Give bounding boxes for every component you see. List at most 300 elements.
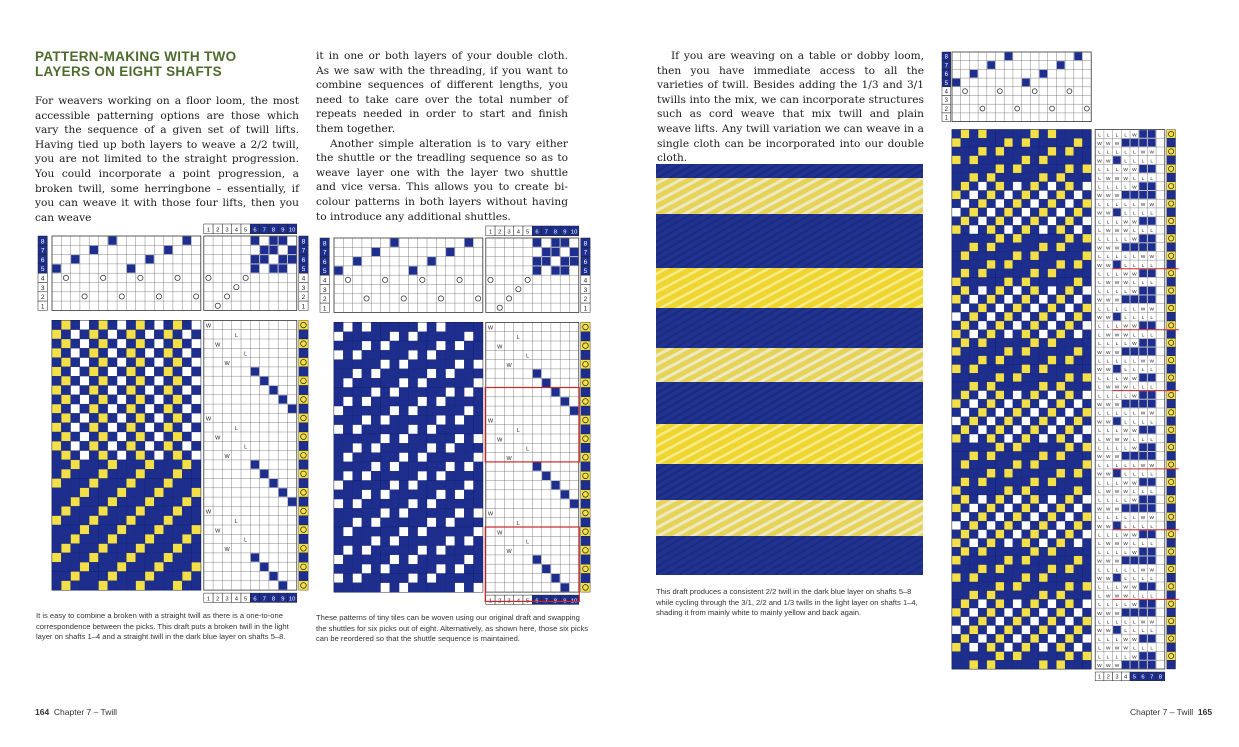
lift-letter: W	[1149, 150, 1154, 156]
weave-cell	[182, 348, 191, 357]
weave-cell	[464, 462, 473, 471]
weave-cell	[399, 536, 408, 545]
lift-letter: W	[1106, 507, 1111, 513]
weave-cell	[334, 369, 343, 378]
weave-cell	[71, 395, 80, 404]
grid-cell	[1139, 426, 1147, 434]
grid-cell	[1139, 287, 1147, 295]
weave-cell	[1022, 495, 1031, 504]
grid-cell	[279, 255, 287, 263]
weave-cell	[182, 413, 191, 422]
lift-letter: L	[1115, 655, 1119, 661]
grid-cell	[269, 479, 277, 487]
weave-cell	[89, 395, 98, 404]
weave-cell	[154, 544, 163, 553]
shuttle-cell	[1167, 547, 1176, 556]
weave-cell	[987, 495, 996, 504]
grid-cell	[1131, 243, 1139, 251]
weave-cell	[353, 434, 362, 443]
weave-cell	[1074, 330, 1083, 339]
lift-letter: W	[1097, 455, 1102, 461]
lift-letter: W	[1140, 307, 1146, 313]
grid-cell	[1113, 574, 1121, 582]
weave-cell	[71, 506, 80, 515]
weave-cell	[80, 339, 89, 348]
weave-cell	[978, 495, 987, 504]
weave-cell	[390, 518, 399, 527]
shuttle-cell	[1167, 512, 1176, 521]
weave-cell	[353, 583, 362, 592]
shuttle-cell	[299, 581, 308, 590]
shuttle-cell	[581, 481, 590, 490]
lift-letter: W	[1123, 542, 1128, 548]
weave-cell	[1039, 425, 1048, 434]
weave-cell	[99, 525, 108, 534]
weave-cell	[353, 378, 362, 387]
lift-letter: L	[1150, 385, 1154, 391]
weave-cell	[1074, 286, 1083, 295]
grid-cell	[1113, 626, 1121, 634]
weave-cell	[71, 376, 80, 385]
weave-cell	[1048, 469, 1057, 478]
lift-letter: W	[497, 530, 503, 537]
lift-letter: L	[1124, 524, 1127, 530]
weave-cell	[1048, 373, 1057, 382]
treadle-number: 2	[216, 596, 220, 603]
weave-cell	[418, 406, 427, 415]
lift-letter: W	[1097, 524, 1102, 530]
weave-cell	[164, 376, 173, 385]
weave-cell	[381, 350, 390, 359]
weave-cell	[464, 583, 473, 592]
weave-cell	[474, 574, 483, 583]
weave-cell	[154, 339, 163, 348]
lift-letter: L	[244, 537, 248, 544]
weave-cell	[71, 562, 80, 571]
shuttle-cell	[299, 441, 308, 450]
weave-cell	[343, 536, 352, 545]
grid-cell	[1148, 217, 1156, 225]
weave-cell	[52, 581, 61, 590]
weave-cell	[108, 497, 117, 506]
weave-cell	[969, 260, 978, 269]
weave-cell	[164, 432, 173, 441]
weave-cell	[1083, 243, 1092, 252]
weave-cell	[1013, 660, 1022, 669]
lift-letter: L	[1133, 229, 1136, 234]
weave-cell	[362, 574, 371, 583]
weave-cell	[192, 553, 201, 562]
weave-cell	[182, 534, 191, 543]
weave-cell	[1056, 660, 1065, 669]
weave-cell	[1013, 191, 1022, 200]
weave-cell	[1039, 260, 1048, 269]
weave-cell	[1039, 617, 1048, 626]
lift-letter: L	[1098, 542, 1101, 548]
weave-cell	[418, 388, 427, 397]
weave-cell	[343, 378, 352, 387]
weave-cell	[427, 527, 436, 536]
weave-cell	[1039, 312, 1048, 321]
weave-cell	[446, 341, 455, 350]
weave-cell	[1074, 356, 1083, 365]
weave-cell	[343, 508, 352, 517]
lift-letter: L	[1150, 524, 1154, 530]
weave-cell	[1056, 512, 1065, 521]
weave-cell	[371, 443, 380, 452]
lift-letter: L	[1106, 150, 1110, 156]
lift-letter: W	[1106, 333, 1111, 339]
weave-cell	[987, 243, 996, 252]
weave-cell	[978, 460, 987, 469]
weave-cell	[961, 634, 970, 643]
grid-cell	[1148, 452, 1156, 460]
grid-cell	[260, 377, 268, 385]
weave-cell	[343, 332, 352, 341]
lift-letter: W	[1149, 568, 1154, 574]
grid-cell	[1139, 504, 1147, 512]
shuttle-cell	[299, 497, 308, 506]
weave-cell	[1030, 478, 1039, 487]
weave-cell	[71, 516, 80, 525]
weave-cell	[182, 423, 191, 432]
weave-cell	[1030, 330, 1039, 339]
shuttle-cell	[581, 518, 590, 527]
grid-cell	[533, 239, 541, 247]
weave-cell	[173, 525, 182, 534]
weave-cell	[436, 425, 445, 434]
lift-letter: L	[1141, 159, 1145, 165]
weave-cell	[52, 572, 61, 581]
shuttle-cell	[581, 462, 590, 471]
weave-cell	[1065, 269, 1074, 278]
weave-cell	[1065, 608, 1074, 617]
grid-cell	[1074, 53, 1082, 61]
lift-letter: L	[1106, 168, 1110, 174]
lift-letter: L	[1106, 237, 1110, 243]
weave-cell	[978, 278, 987, 287]
lift-letter: W	[1132, 220, 1137, 226]
lift-letter: W	[215, 528, 221, 535]
lift-letter: L	[1133, 316, 1136, 321]
weave-cell	[154, 441, 163, 450]
lift-letter: L	[1115, 202, 1119, 208]
weave-cell	[1056, 408, 1065, 417]
grid-cell	[1131, 191, 1139, 199]
weave-cell	[1004, 660, 1013, 669]
weave-cell	[1004, 486, 1013, 495]
weave-cell	[192, 525, 201, 534]
grid-cell	[1148, 583, 1156, 591]
weave-cell	[1004, 504, 1013, 513]
grid-cell	[1113, 156, 1121, 164]
lift-letter: W	[1123, 490, 1128, 495]
weave-cell	[71, 451, 80, 460]
weave-cell	[978, 147, 987, 156]
lift-letter: L	[1098, 463, 1101, 469]
weave-cell	[978, 539, 987, 548]
grid-cell	[53, 264, 61, 272]
weave-cell	[399, 378, 408, 387]
grid-cell	[1139, 452, 1147, 460]
weave-cell	[399, 425, 408, 434]
weave-cell	[1039, 434, 1048, 443]
weave-cell	[61, 395, 70, 404]
weave-cell	[1004, 191, 1013, 200]
shuttle-cell	[581, 574, 590, 583]
shuttle-cell	[299, 534, 308, 543]
weave-cell	[1004, 356, 1013, 365]
weave-cell	[961, 460, 970, 469]
weave-cell	[1013, 504, 1022, 513]
lift-letter: W	[1132, 272, 1137, 278]
weave-cell	[961, 599, 970, 608]
lift-letter: L	[1133, 176, 1136, 182]
weave-cell	[362, 490, 371, 499]
lift-letter: W	[1097, 472, 1102, 478]
shuttle-cell	[299, 553, 308, 562]
weave-cell	[474, 564, 483, 573]
grid-cell	[1148, 139, 1156, 147]
weave-cell	[455, 425, 464, 434]
weave-cell	[969, 321, 978, 330]
weave-cell	[446, 369, 455, 378]
weave-cell	[446, 546, 455, 555]
weave-cell	[381, 481, 390, 490]
weave-cell	[1056, 217, 1065, 226]
weave-cell	[126, 525, 135, 534]
weave-cell	[1039, 478, 1048, 487]
weave-cell	[1039, 591, 1048, 600]
weave-cell	[1004, 147, 1013, 156]
lift-letter: L	[1124, 263, 1127, 269]
weave-cell	[952, 304, 961, 313]
weave-cell	[961, 417, 970, 426]
weave-cell	[1048, 599, 1057, 608]
weave-cell	[969, 617, 978, 626]
weave-cell	[987, 391, 996, 400]
weave-cell	[1083, 582, 1092, 591]
lift-letter: L	[1115, 516, 1119, 522]
weave-cell	[1039, 243, 1048, 252]
weave-cell	[1030, 365, 1039, 374]
weave-cell	[1074, 582, 1083, 591]
weave-cell	[80, 441, 89, 450]
lift-letter: L	[1115, 220, 1119, 226]
weave-cell	[381, 378, 390, 387]
weave-cell	[987, 556, 996, 565]
weave-cell	[1074, 591, 1083, 600]
weave-cell	[89, 320, 98, 329]
weave-cell	[154, 497, 163, 506]
lift-letter: W	[1106, 437, 1111, 443]
grid-cell	[428, 257, 436, 265]
grid-cell	[409, 266, 417, 274]
weave-cell	[1004, 173, 1013, 182]
weave-cell	[1083, 608, 1092, 617]
weave-cell	[1022, 408, 1031, 417]
lift-letter: L	[1098, 568, 1101, 574]
weave-cell	[987, 521, 996, 530]
weave-cell	[390, 490, 399, 499]
weave-cell	[117, 348, 126, 357]
weave-cell	[89, 506, 98, 515]
weave-cell	[126, 320, 135, 329]
weave-cell	[390, 583, 399, 592]
weave-cell	[1013, 399, 1022, 408]
weave-cell	[961, 382, 970, 391]
weaving-draft-figure-3	[940, 50, 1190, 682]
weave-cell	[978, 338, 987, 347]
weave-cell	[427, 462, 436, 471]
weave-cell	[418, 462, 427, 471]
weave-cell	[126, 348, 135, 357]
weave-cell	[952, 652, 961, 661]
weave-cell	[961, 304, 970, 313]
weave-cell	[173, 367, 182, 376]
weave-cell	[71, 320, 80, 329]
treadle-number: 4	[234, 227, 238, 234]
lift-letter: L	[1115, 133, 1119, 139]
grid-cell	[1139, 243, 1147, 251]
weave-cell	[1048, 225, 1057, 234]
weave-cell	[61, 358, 70, 367]
weave-cell	[1056, 234, 1065, 243]
lift-letter: W	[1114, 611, 1120, 617]
weave-cell	[961, 565, 970, 574]
weave-cell	[961, 391, 970, 400]
weave-cell	[80, 479, 89, 488]
lift-letter: W	[1097, 316, 1102, 321]
weave-cell	[1065, 347, 1074, 356]
weave-cell	[1022, 643, 1031, 652]
weave-cell	[952, 373, 961, 382]
weave-cell	[1048, 138, 1057, 147]
weave-cell	[952, 156, 961, 165]
weave-cell	[1022, 365, 1031, 374]
weave-cell	[173, 339, 182, 348]
weave-cell	[961, 138, 970, 147]
weave-cell	[99, 460, 108, 469]
grid-cell	[1139, 635, 1147, 643]
grid-cell	[1131, 400, 1139, 408]
weave-cell	[136, 469, 145, 478]
weave-cell	[334, 527, 343, 536]
weave-cell	[1039, 173, 1048, 182]
weave-cell	[474, 546, 483, 555]
weave-cell	[1004, 399, 1013, 408]
weave-cell	[952, 530, 961, 539]
weave-cell	[961, 286, 970, 295]
weave-cell	[1083, 321, 1092, 330]
weave-cell	[1065, 391, 1074, 400]
weave-cell	[353, 406, 362, 415]
weave-cell	[71, 553, 80, 562]
weave-cell	[1083, 547, 1092, 556]
weave-cell	[52, 497, 61, 506]
grid-cell	[279, 237, 287, 245]
weave-cell	[182, 460, 191, 469]
grid-cell	[1122, 452, 1130, 460]
weave-cell	[1065, 278, 1074, 287]
shuttle-cell	[581, 397, 590, 406]
weave-cell	[334, 443, 343, 452]
weave-cell	[446, 564, 455, 573]
weave-cell	[455, 388, 464, 397]
weave-cell	[464, 527, 473, 536]
weave-cell	[145, 516, 154, 525]
weave-cell	[978, 234, 987, 243]
lift-letter: W	[1114, 542, 1120, 548]
weave-cell	[353, 443, 362, 452]
lift-letter: W	[1132, 533, 1137, 539]
weave-cell	[1022, 469, 1031, 478]
weave-cell	[996, 643, 1005, 652]
weave-cell	[987, 469, 996, 478]
weave-cell	[969, 399, 978, 408]
weave-cell	[455, 481, 464, 490]
grid-cell	[251, 255, 259, 263]
weave-cell	[1065, 512, 1074, 521]
weave-cell	[996, 295, 1005, 304]
lift-letter: L	[1098, 620, 1101, 626]
treadle-number: 1	[206, 227, 211, 234]
lift-letter: L	[1098, 490, 1101, 495]
weave-cell	[1074, 130, 1083, 139]
weave-cell	[1048, 399, 1057, 408]
grid-cell	[251, 460, 259, 468]
weave-cell	[978, 173, 987, 182]
shaft-number: 6	[322, 258, 327, 266]
weave-cell	[474, 425, 483, 434]
weave-cell	[173, 330, 182, 339]
footer-left	[35, 707, 117, 717]
weave-cell	[1048, 191, 1057, 200]
weave-cell	[117, 516, 126, 525]
weave-cell	[71, 404, 80, 413]
grid-cell	[561, 266, 569, 274]
shaft-number: 5	[301, 266, 306, 274]
weave-cell	[80, 376, 89, 385]
weave-cell	[1004, 295, 1013, 304]
weave-cell	[1056, 365, 1065, 374]
weave-cell	[1030, 251, 1039, 260]
grid-cell	[260, 255, 268, 263]
weave-cell	[173, 544, 182, 553]
weave-cell	[455, 536, 464, 545]
weave-cell	[996, 460, 1005, 469]
shaft-number: 3	[583, 286, 588, 294]
weave-cell	[164, 479, 173, 488]
weave-cell	[1083, 330, 1092, 339]
lift-letter: W	[1132, 446, 1137, 452]
weave-cell	[1074, 408, 1083, 417]
shuttle-cell	[1167, 182, 1176, 191]
weave-cell	[192, 479, 201, 488]
lift-letter: L	[1115, 585, 1119, 591]
grid-cell	[279, 264, 287, 272]
weave-cell	[173, 348, 182, 357]
weave-cell	[182, 572, 191, 581]
weave-cell	[996, 425, 1005, 434]
lift-letter: L	[1150, 176, 1154, 182]
weave-cell	[99, 376, 108, 385]
weave-cell	[80, 404, 89, 413]
lift-letter: L	[1115, 168, 1119, 174]
weave-cell	[996, 391, 1005, 400]
weave-cell	[371, 499, 380, 508]
weave-cell	[1004, 234, 1013, 243]
